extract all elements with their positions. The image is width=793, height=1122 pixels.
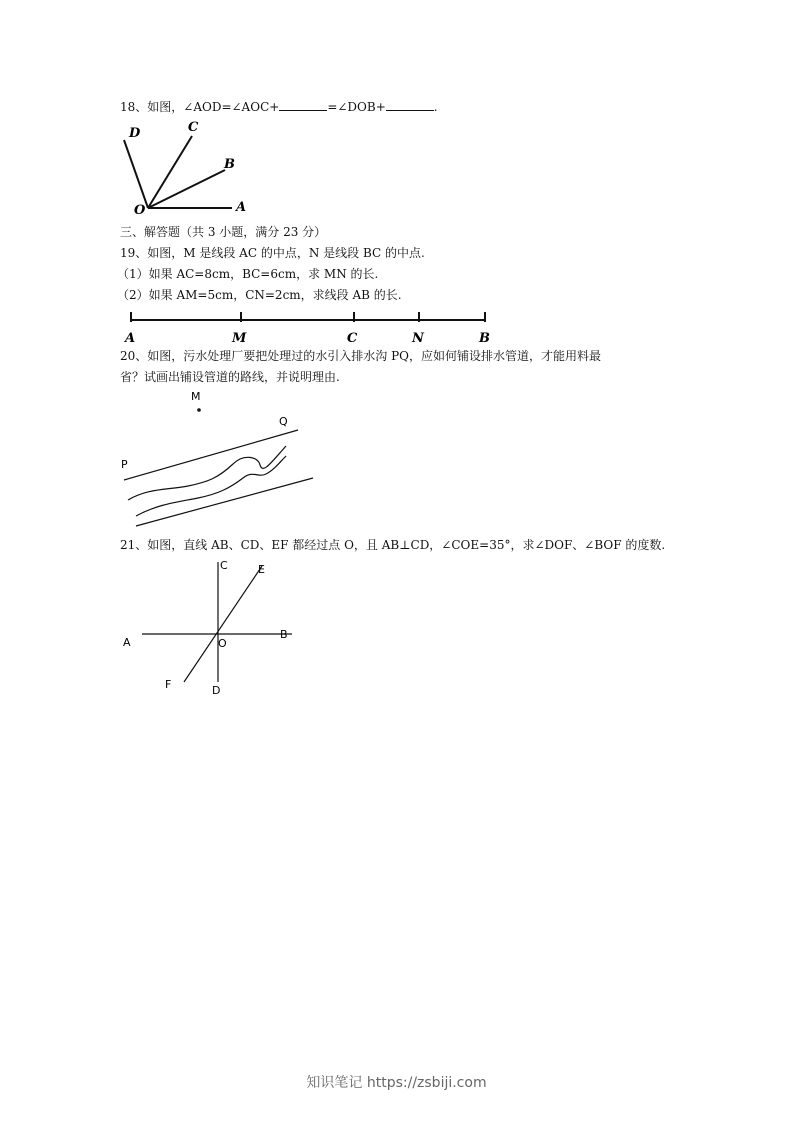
point-m-label: M xyxy=(232,331,247,346)
point-a-label: A xyxy=(125,331,136,346)
line-ef xyxy=(184,566,262,682)
label-a: A xyxy=(236,200,247,215)
ditch-lower-bank xyxy=(136,478,313,526)
label-c: C xyxy=(188,120,199,135)
point-m xyxy=(197,408,201,412)
label-m: M xyxy=(191,390,201,403)
label-p: P xyxy=(121,458,128,471)
q19-segment-figure xyxy=(120,305,500,345)
point-n-label: N xyxy=(412,331,424,346)
label-b: B xyxy=(224,157,235,172)
label-o: O xyxy=(218,637,227,650)
q18-angle-figure xyxy=(110,118,270,218)
q18-text-c: . xyxy=(433,100,438,114)
q18-text-b: =∠DOB+ xyxy=(327,100,386,114)
q18-blank-1[interactable] xyxy=(279,99,327,111)
label-b: B xyxy=(280,628,288,641)
label-d: D xyxy=(212,684,221,697)
label-f: F xyxy=(165,678,172,691)
q19-part-1: （1）如果 AC=8cm，BC=6cm，求 MN 的长. xyxy=(117,267,379,281)
q20-line-2: 省？试画出铺设管道的路线，并说明理由. xyxy=(120,370,340,384)
q19-part-2: （2）如果 AM=5cm，CN=2cm，求线段 AB 的长. xyxy=(117,288,402,302)
point-b-label: B xyxy=(479,331,490,346)
footer-watermark: 知识笔记 https://zsbiji.com xyxy=(306,1075,487,1091)
label-q: Q xyxy=(279,415,288,428)
label-o: O xyxy=(134,203,146,218)
ray-od xyxy=(124,140,148,208)
question-18 xyxy=(120,99,438,115)
q20-drain-figure xyxy=(118,390,328,530)
label-a: A xyxy=(123,636,131,649)
water-curve-lower xyxy=(136,456,286,516)
label-c: C xyxy=(220,559,228,572)
label-d: D xyxy=(129,126,141,141)
q18-blank-2[interactable] xyxy=(386,99,434,111)
q19-stem: 19、如图，M 是线段 AC 的中点，N 是线段 BC 的中点. xyxy=(120,246,425,260)
q18-text-a: 18、如图，∠AOD=∠AOC+ xyxy=(120,100,280,114)
section-3-title: 三、解答题（共 3 小题，满分 23 分） xyxy=(120,225,327,239)
ditch-upper-bank xyxy=(124,430,298,480)
q20-line-1: 20、如图，污水处理厂要把处理过的水引入排水沟 PQ，应如何铺设排水管道，才能用料最 xyxy=(120,349,601,363)
q21-lines-figure xyxy=(118,556,308,701)
q21-stem: 21、如图，直线 AB、CD、EF 都经过点 O，且 AB⊥CD，∠COE=35°，求∠DOF、∠BOF 的度数. xyxy=(120,538,666,552)
label-e: E xyxy=(258,563,265,576)
point-c-label: C xyxy=(347,331,358,346)
